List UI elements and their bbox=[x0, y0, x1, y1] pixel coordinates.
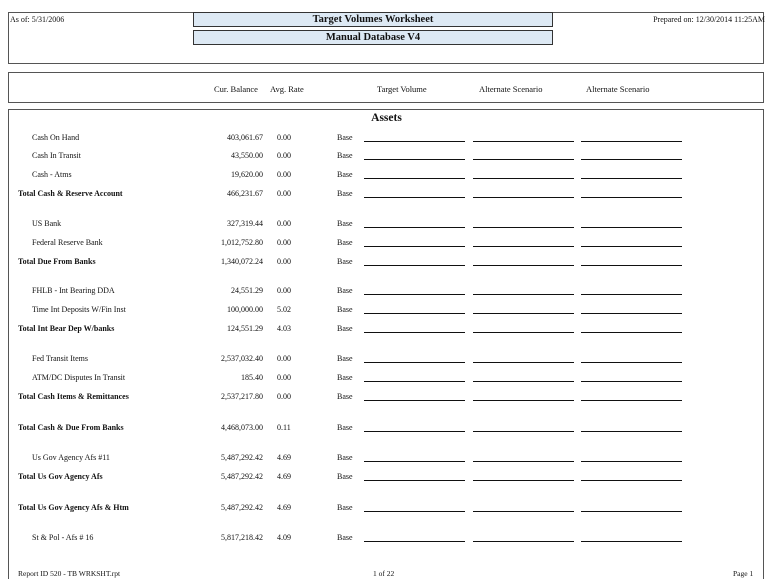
alternate-scenario-1-blank[interactable] bbox=[473, 197, 574, 198]
alternate-scenario-2-blank[interactable] bbox=[581, 480, 682, 481]
row-label: Cash In Transit bbox=[32, 151, 81, 160]
row-rate: 0.00 bbox=[277, 189, 291, 198]
row-label: Fed Transit Items bbox=[32, 354, 89, 363]
col-target-volume: Target Volume bbox=[377, 84, 427, 94]
row-label: St & Pol - Afs # 16 bbox=[32, 533, 94, 542]
row-label: Total Us Gov Agency Afs & Htm bbox=[18, 503, 129, 512]
col-avg-rate: Avg. Rate bbox=[270, 84, 304, 94]
row-scenario: Base bbox=[337, 324, 353, 333]
alternate-scenario-1-blank[interactable] bbox=[473, 541, 574, 542]
table-row bbox=[0, 257, 773, 268]
row-scenario: Base bbox=[337, 133, 353, 142]
alternate-scenario-2-blank[interactable] bbox=[581, 159, 682, 160]
footer-page-of: 1 of 22 bbox=[373, 569, 395, 578]
row-scenario: Base bbox=[337, 219, 353, 228]
alternate-scenario-2-blank[interactable] bbox=[581, 332, 682, 333]
target-volume-blank[interactable] bbox=[364, 511, 465, 512]
row-balance: 100,000.00 bbox=[227, 305, 263, 314]
row-rate: 0.00 bbox=[277, 238, 291, 247]
alternate-scenario-1-blank[interactable] bbox=[473, 400, 574, 401]
target-volume-blank[interactable] bbox=[364, 431, 465, 432]
alternate-scenario-2-blank[interactable] bbox=[581, 178, 682, 179]
footer-page: Page 1 bbox=[733, 569, 754, 578]
row-balance: 466,231.67 bbox=[227, 189, 263, 198]
alternate-scenario-1-blank[interactable] bbox=[473, 265, 574, 266]
row-label: US Bank bbox=[32, 219, 62, 228]
alternate-scenario-1-blank[interactable] bbox=[473, 332, 574, 333]
alternate-scenario-2-blank[interactable] bbox=[581, 141, 682, 142]
report-subtitle: Manual Database V4 bbox=[193, 30, 553, 45]
target-volume-blank[interactable] bbox=[364, 246, 465, 247]
row-scenario: Base bbox=[337, 189, 353, 198]
target-volume-blank[interactable] bbox=[364, 197, 465, 198]
row-balance: 19,620.00 bbox=[231, 170, 263, 179]
table-row bbox=[0, 238, 773, 249]
col-cur-balance: Cur. Balance bbox=[214, 84, 258, 94]
row-balance: 43,550.00 bbox=[231, 151, 263, 160]
row-rate: 4.69 bbox=[277, 453, 291, 462]
table-row bbox=[0, 392, 773, 403]
row-balance: 5,487,292.42 bbox=[221, 472, 263, 481]
row-label: Total Cash Items & Remittances bbox=[18, 392, 129, 401]
row-label: Total Cash & Reserve Account bbox=[18, 189, 123, 198]
row-scenario: Base bbox=[337, 151, 353, 160]
row-balance: 1,012,752.80 bbox=[221, 238, 263, 247]
row-rate: 4.03 bbox=[277, 324, 291, 333]
row-scenario: Base bbox=[337, 238, 353, 247]
row-balance: 124,551.29 bbox=[227, 324, 263, 333]
as-of-date: As of: 5/31/2006 bbox=[10, 15, 65, 24]
prepared-on: Prepared on: 12/30/2014 11:25AM bbox=[653, 15, 765, 24]
row-label: Cash On Hand bbox=[32, 133, 80, 142]
row-rate: 5.02 bbox=[277, 305, 291, 314]
row-balance: 2,537,032.40 bbox=[221, 354, 263, 363]
target-volume-blank[interactable] bbox=[364, 178, 465, 179]
table-row bbox=[0, 219, 773, 230]
row-label: Total Cash & Due From Banks bbox=[18, 423, 124, 432]
row-scenario: Base bbox=[337, 503, 353, 512]
table-row bbox=[0, 423, 773, 434]
table-row bbox=[0, 354, 773, 365]
target-volume-blank[interactable] bbox=[364, 141, 465, 142]
alternate-scenario-1-blank[interactable] bbox=[473, 159, 574, 160]
alternate-scenario-2-blank[interactable] bbox=[581, 197, 682, 198]
row-balance: 2,537,217.80 bbox=[221, 392, 263, 401]
footer-report-id: Report ID 520 - TB WRKSHT.rpt bbox=[18, 569, 121, 578]
target-volume-blank[interactable] bbox=[364, 265, 465, 266]
target-volume-blank[interactable] bbox=[364, 400, 465, 401]
row-rate: 0.00 bbox=[277, 392, 291, 401]
row-rate: 0.00 bbox=[277, 133, 291, 142]
row-label: Time Int Deposits W/Fin Inst bbox=[32, 305, 126, 314]
alternate-scenario-2-blank[interactable] bbox=[581, 461, 682, 462]
alternate-scenario-2-blank[interactable] bbox=[581, 313, 682, 314]
alternate-scenario-2-blank[interactable] bbox=[581, 294, 682, 295]
row-scenario: Base bbox=[337, 423, 353, 432]
row-label: Total Due From Banks bbox=[18, 257, 96, 266]
target-volume-blank[interactable] bbox=[364, 480, 465, 481]
row-scenario: Base bbox=[337, 533, 353, 542]
target-volume-blank[interactable] bbox=[364, 313, 465, 314]
table-row bbox=[0, 305, 773, 316]
row-balance: 327,319.44 bbox=[227, 219, 263, 228]
row-label: Cash - Atms bbox=[32, 170, 72, 179]
alternate-scenario-2-blank[interactable] bbox=[581, 511, 682, 512]
table-row bbox=[0, 373, 773, 384]
row-balance: 403,061.67 bbox=[227, 133, 263, 142]
alternate-scenario-1-blank[interactable] bbox=[473, 294, 574, 295]
row-label: Total Int Bear Dep W/banks bbox=[18, 324, 115, 333]
row-balance: 4,468,073.00 bbox=[221, 423, 263, 432]
row-scenario: Base bbox=[337, 472, 353, 481]
alternate-scenario-1-blank[interactable] bbox=[473, 141, 574, 142]
row-balance: 185.40 bbox=[241, 373, 263, 382]
target-volume-blank[interactable] bbox=[364, 461, 465, 462]
table-row bbox=[0, 151, 773, 162]
alternate-scenario-1-blank[interactable] bbox=[473, 431, 574, 432]
alternate-scenario-1-blank[interactable] bbox=[473, 480, 574, 481]
row-rate: 0.00 bbox=[277, 286, 291, 295]
row-balance: 5,487,292.42 bbox=[221, 503, 263, 512]
row-rate: 4.69 bbox=[277, 503, 291, 512]
row-label: ATM/DC Disputes In Transit bbox=[32, 373, 126, 382]
row-label: Federal Reserve Bank bbox=[32, 238, 103, 247]
alternate-scenario-2-blank[interactable] bbox=[581, 400, 682, 401]
row-rate: 4.69 bbox=[277, 472, 291, 481]
alternate-scenario-2-blank[interactable] bbox=[581, 381, 682, 382]
table-row bbox=[0, 133, 773, 144]
row-scenario: Base bbox=[337, 257, 353, 266]
table-row bbox=[0, 286, 773, 297]
target-volume-blank[interactable] bbox=[364, 294, 465, 295]
row-scenario: Base bbox=[337, 305, 353, 314]
row-scenario: Base bbox=[337, 170, 353, 179]
row-rate: 0.11 bbox=[277, 423, 291, 432]
row-rate: 4.09 bbox=[277, 533, 291, 542]
table-row bbox=[0, 533, 773, 544]
alternate-scenario-1-blank[interactable] bbox=[473, 362, 574, 363]
row-scenario: Base bbox=[337, 354, 353, 363]
row-label: Us Gov Agency Afs #11 bbox=[32, 453, 110, 462]
alternate-scenario-2-blank[interactable] bbox=[581, 265, 682, 266]
row-balance: 5,487,292.42 bbox=[221, 453, 263, 462]
alternate-scenario-2-blank[interactable] bbox=[581, 431, 682, 432]
table-row bbox=[0, 170, 773, 181]
target-volume-blank[interactable] bbox=[364, 362, 465, 363]
row-rate: 0.00 bbox=[277, 257, 291, 266]
target-volume-blank[interactable] bbox=[364, 381, 465, 382]
row-label: FHLB - Int Bearing DDA bbox=[32, 286, 115, 295]
alternate-scenario-2-blank[interactable] bbox=[581, 541, 682, 542]
alternate-scenario-1-blank[interactable] bbox=[473, 461, 574, 462]
table-row bbox=[0, 453, 773, 464]
row-balance: 5,817,218.42 bbox=[221, 533, 263, 542]
row-label: Total Us Gov Agency Afs bbox=[18, 472, 103, 481]
table-row bbox=[0, 189, 773, 200]
alternate-scenario-1-blank[interactable] bbox=[473, 178, 574, 179]
row-rate: 0.00 bbox=[277, 151, 291, 160]
table-row bbox=[0, 324, 773, 335]
row-rate: 0.00 bbox=[277, 219, 291, 228]
alternate-scenario-1-blank[interactable] bbox=[473, 381, 574, 382]
report-title: Target Volumes Worksheet bbox=[193, 12, 553, 27]
table-row bbox=[0, 503, 773, 514]
col-alternate-scenario-2: Alternate Scenario bbox=[586, 84, 650, 94]
alternate-scenario-1-blank[interactable] bbox=[473, 313, 574, 314]
table-row bbox=[0, 472, 773, 483]
row-balance: 1,340,072.24 bbox=[221, 257, 263, 266]
alternate-scenario-2-blank[interactable] bbox=[581, 227, 682, 228]
row-scenario: Base bbox=[337, 453, 353, 462]
col-alternate-scenario-1: Alternate Scenario bbox=[479, 84, 543, 94]
alternate-scenario-2-blank[interactable] bbox=[581, 246, 682, 247]
row-scenario: Base bbox=[337, 373, 353, 382]
row-scenario: Base bbox=[337, 286, 353, 295]
target-volume-blank[interactable] bbox=[364, 541, 465, 542]
section-title-assets: Assets bbox=[371, 112, 402, 124]
target-volume-blank[interactable] bbox=[364, 227, 465, 228]
row-rate: 0.00 bbox=[277, 373, 291, 382]
alternate-scenario-2-blank[interactable] bbox=[581, 362, 682, 363]
row-scenario: Base bbox=[337, 392, 353, 401]
target-volume-blank[interactable] bbox=[364, 159, 465, 160]
alternate-scenario-1-blank[interactable] bbox=[473, 227, 574, 228]
row-rate: 0.00 bbox=[277, 354, 291, 363]
alternate-scenario-1-blank[interactable] bbox=[473, 511, 574, 512]
alternate-scenario-1-blank[interactable] bbox=[473, 246, 574, 247]
row-rate: 0.00 bbox=[277, 170, 291, 179]
target-volume-blank[interactable] bbox=[364, 332, 465, 333]
row-balance: 24,551.29 bbox=[231, 286, 263, 295]
